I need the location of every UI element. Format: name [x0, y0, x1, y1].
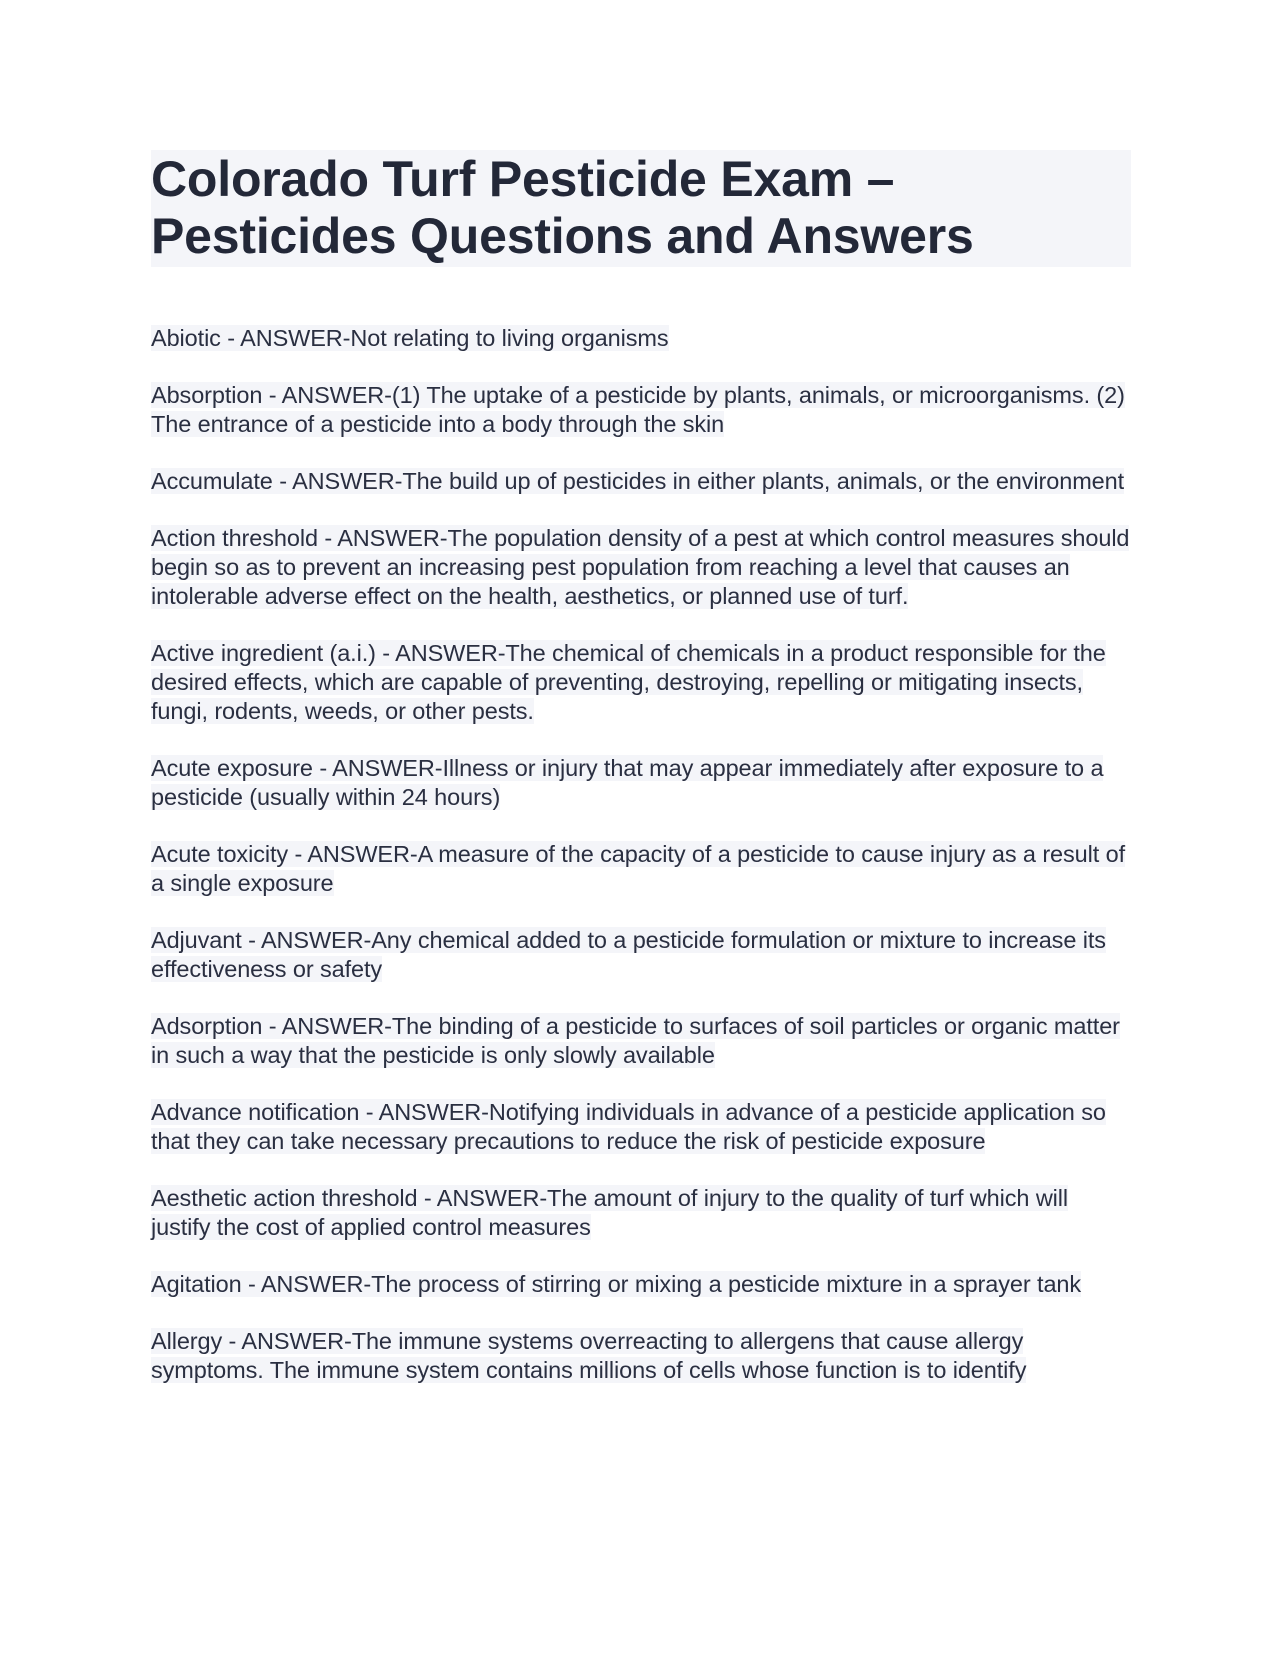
qa-entry	[151, 381, 1131, 439]
qa-entry-list	[151, 324, 1131, 1385]
qa-entry-text: Action threshold - ANSWER-The population density of a pest at which control measures should begin so as to prevent an increasing pest population from reaching a level that causes an intolerable adverse effect on the health, aesthetics, or planned use of turf.	[151, 525, 1130, 609]
qa-entry	[151, 926, 1131, 984]
qa-entry-text: Adsorption - ANSWER-The binding of a pesticide to surfaces of soil particles or organic matter in such a way that the pesticide is only slowly available	[151, 1013, 1120, 1068]
qa-entry-text: Advance notification - ANSWER-Notifying individuals in advance of a pesticide application so that they can take necessary precautions to reduce the risk of pesticide exposure	[151, 1099, 1106, 1154]
qa-entry	[151, 1184, 1131, 1242]
qa-entry-text: Active ingredient (a.i.) - ANSWER-The chemical of chemicals in a product responsible for the desired effects, which are capable of preventing, destroying, repelling or mitigating insects, fungi, rodents, weeds, or other pests.	[151, 640, 1106, 724]
qa-entry-text: Agitation - ANSWER-The process of stirring or mixing a pesticide mixture in a sprayer tank	[151, 1271, 1082, 1297]
qa-entry-text: Allergy - ANSWER-The immune systems overreacting to allergens that cause allergy symptoms. The immune system contains millions of cells whose function is to identify	[151, 1328, 1027, 1383]
qa-entry	[151, 1098, 1131, 1156]
qa-entry	[151, 1012, 1131, 1070]
qa-entry	[151, 639, 1131, 726]
qa-entry-text: Aesthetic action threshold - ANSWER-The amount of injury to the quality of turf which will justify the cost of applied control measures	[151, 1185, 1069, 1240]
qa-entry-text: Acute exposure - ANSWER-Illness or injury that may appear immediately after exposure to a pesticide (usually within 24 hours)	[151, 755, 1104, 810]
qa-entry	[151, 754, 1131, 812]
qa-entry	[151, 467, 1131, 496]
document-page	[151, 150, 1131, 1413]
qa-entry-text: Absorption - ANSWER-(1) The uptake of a pesticide by plants, animals, or microorganisms. (2) The entrance of a pesticide into a body through the skin	[151, 382, 1125, 437]
qa-entry	[151, 524, 1131, 611]
qa-entry-text: Acute toxicity - ANSWER-A measure of the capacity of a pesticide to cause injury as a result of a single exposure	[151, 841, 1126, 896]
qa-entry-text: Abiotic - ANSWER-Not relating to living organisms	[151, 325, 669, 351]
qa-entry	[151, 1270, 1131, 1299]
qa-entry	[151, 324, 1131, 353]
qa-entry	[151, 1327, 1131, 1385]
document-title	[151, 150, 1131, 267]
qa-entry-text: Adjuvant - ANSWER-Any chemical added to a pesticide formulation or mixture to increase its effectiveness or safety	[151, 927, 1106, 982]
title-line-1: Colorado Turf Pesticide Exam –	[151, 151, 895, 207]
title-line-2: Pesticides Questions and Answers	[151, 208, 974, 264]
qa-entry-text: Accumulate - ANSWER-The build up of pesticides in either plants, animals, or the environment	[151, 468, 1125, 494]
qa-entry	[151, 840, 1131, 898]
